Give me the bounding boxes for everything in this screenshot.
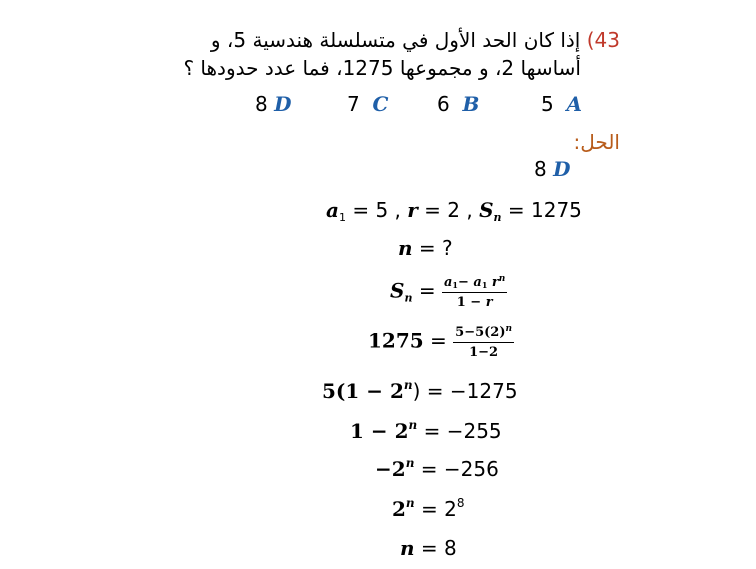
unknown-rest: = ? (418, 236, 453, 260)
question-text-2: أساسها 2، و مجموعها 1275، فما عدد حدودها ؟ (183, 56, 581, 80)
sub-1: 1 (338, 211, 346, 224)
var-s: S (479, 198, 494, 222)
choice-c-letter: C (372, 92, 389, 116)
num-minus: − (457, 275, 474, 290)
result-var: n (400, 536, 415, 560)
question-line-2 (183, 56, 581, 80)
given-s-value: = 1275 (507, 198, 582, 222)
sub-num-exp: n (505, 324, 513, 334)
given-r-value: = 2 , (424, 198, 473, 222)
sub-n: n (493, 211, 502, 224)
step2-exp: n (408, 418, 418, 432)
var-n: n (398, 236, 413, 260)
var-r: r (407, 198, 418, 222)
choice-d-letter: D (274, 92, 292, 116)
step-3 (375, 456, 499, 481)
den-text: 1 − (456, 295, 486, 310)
sub-lhs: 1275 (368, 328, 424, 353)
question-line-1 (211, 28, 620, 52)
question-text-1: إذا كان الحد الأول في متسلسلة هندسية 5، و (210, 28, 581, 52)
choice-a-value: 5 (541, 92, 554, 116)
substitution-denominator: 1−2 (469, 345, 499, 360)
step4-rhs-exp: 8 (456, 496, 465, 510)
step1-close: ) (412, 379, 421, 403)
choice-c-value: 7 (347, 92, 360, 116)
step4-exp: n (405, 496, 415, 510)
unknown-line (398, 236, 453, 260)
step4-lhs: 2 (392, 497, 406, 521)
choice-b[interactable] (437, 92, 479, 116)
choice-b-letter: B (462, 92, 480, 116)
answer-letter: D (553, 157, 571, 181)
choice-c[interactable] (347, 92, 388, 116)
choice-d-value: 8 (255, 92, 268, 116)
var-a: a (326, 198, 339, 222)
choice-d[interactable] (255, 92, 291, 116)
num-exp: n (498, 274, 506, 284)
result-rhs: = 8 (414, 536, 457, 560)
formula-numerator (442, 274, 507, 293)
formula-fraction (442, 274, 507, 310)
step1-lhs: 5(1 − 2 (322, 379, 404, 403)
choice-b-value: 6 (437, 92, 450, 116)
step3-lhs: −2 (375, 457, 406, 481)
formula-denominator (442, 293, 507, 310)
given-a-value: = 5 , (352, 198, 401, 222)
solution-label: الحل: (573, 130, 620, 154)
given-line (326, 198, 582, 224)
num-b-sub: 1 (481, 280, 488, 290)
num-a-sub: 1 (452, 280, 458, 290)
step-4 (392, 496, 465, 521)
step3-exp: n (405, 456, 415, 470)
step2-lhs: 1 − 2 (350, 419, 409, 443)
sub-eq: = (430, 328, 447, 353)
formula-eq: = (418, 278, 436, 303)
step-1 (322, 378, 518, 403)
sub-num: 5−5(2) (455, 325, 506, 340)
step4-rhs: = 2 (414, 497, 457, 521)
choice-a-letter: A (566, 92, 582, 116)
question-number: 43) (586, 28, 620, 52)
answer (534, 157, 570, 181)
sum-formula (390, 274, 507, 310)
substitution-fraction (453, 324, 514, 360)
step3-rhs: = −256 (414, 457, 499, 481)
step1-rhs: = −1275 (420, 379, 518, 403)
step-2 (350, 418, 502, 443)
num-r: r (487, 275, 499, 290)
formula-s-sub: n (404, 291, 413, 305)
num-a: a (443, 275, 453, 290)
formula-s: S (390, 278, 405, 303)
step2-rhs: = −255 (417, 419, 502, 443)
result-line (400, 536, 457, 560)
substitution-line (368, 324, 514, 360)
den-r: r (485, 295, 493, 310)
choice-a[interactable] (541, 92, 582, 116)
num-b: a (473, 275, 482, 290)
answer-value: 8 (534, 157, 547, 181)
substitution-numerator (453, 324, 514, 343)
step1-exp: n (403, 378, 413, 392)
